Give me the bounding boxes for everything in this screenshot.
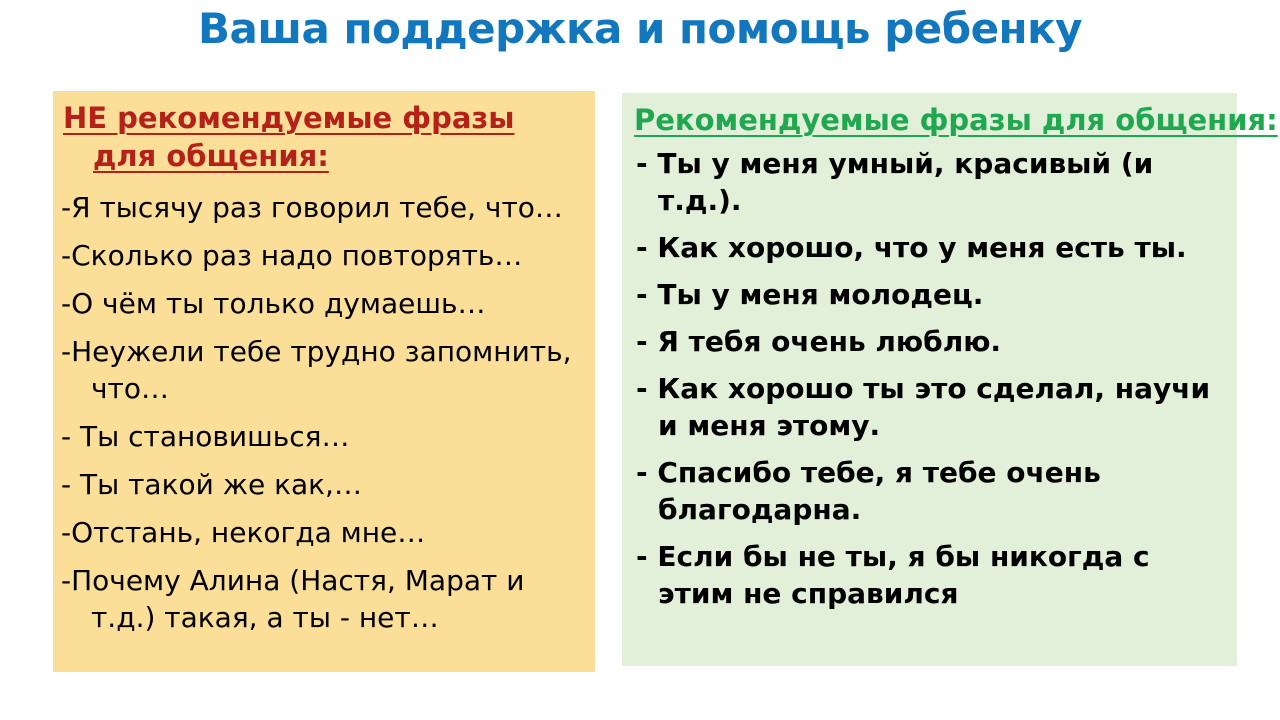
list-item: - Как хорошо, что у меня есть ты. xyxy=(636,231,1187,264)
list-item: - Ты у меня молодец. xyxy=(636,278,984,311)
list-item: -О чём ты только думаешь… xyxy=(61,287,486,320)
list-item: - Как хорошо ты это сделал, научи и меня этому. xyxy=(636,372,1211,442)
list-item: - Я тебя очень люблю. xyxy=(636,325,1002,358)
list-item: -Я тысячу раз говорил тебе, что… xyxy=(61,191,563,224)
list-item: -Неужели тебе трудно запомнить, что… xyxy=(61,335,572,405)
not-recommended-panel xyxy=(53,91,595,672)
list-item: - Если бы не ты, я бы никогда с этим не справился xyxy=(636,540,1150,610)
list-item: -Сколько раз надо повторять… xyxy=(61,239,523,272)
recommended-panel xyxy=(622,93,1278,666)
not-recommended-header: НЕ рекомендуемые фразы для общения: xyxy=(63,101,515,173)
list-item: - Ты у меня умный, красивый (и т.д.). xyxy=(636,147,1154,217)
list-item: - Ты такой же как,… xyxy=(61,468,362,501)
list-item: - Спасибо тебе, я тебе очень благодарна. xyxy=(636,456,1101,526)
list-item: - Ты становишься… xyxy=(61,420,350,453)
list-item: -Отстань, некогда мне… xyxy=(61,516,426,549)
recommended-header: Рекомендуемые фразы для общения: xyxy=(634,103,1278,137)
page-title: Ваша поддержка и помощь ребенку xyxy=(198,4,1082,53)
list-item: -Почему Алина (Настя, Марат и т.д.) такая, а ты - нет… xyxy=(61,564,525,634)
